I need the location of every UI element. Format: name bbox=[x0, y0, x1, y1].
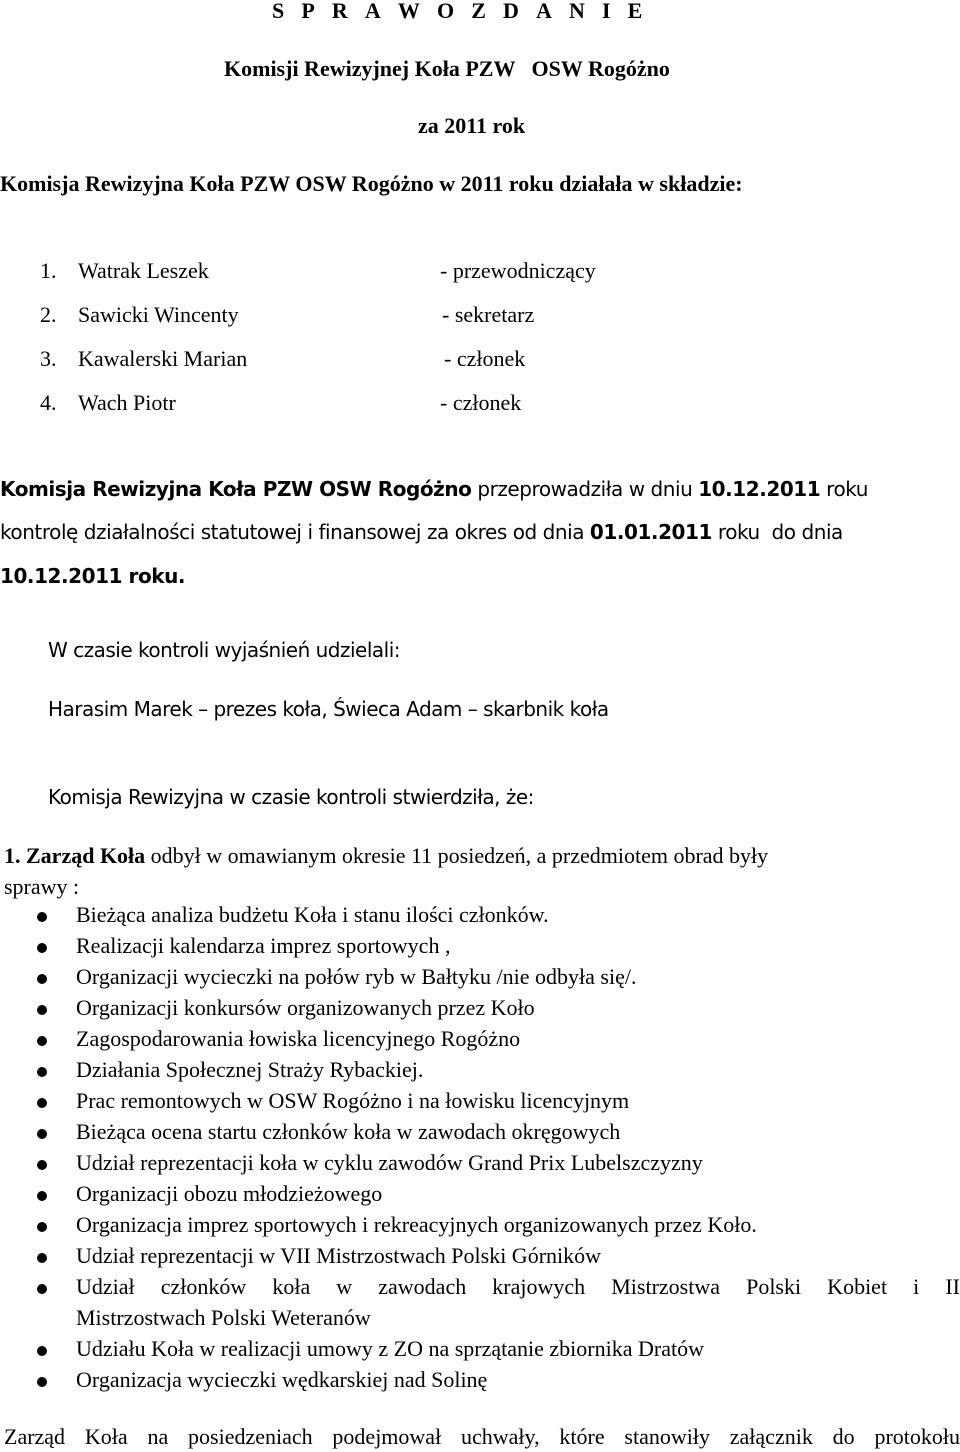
title-letter: E bbox=[627, 0, 643, 23]
member-role: - sekretarz bbox=[442, 302, 535, 327]
title-letter: S bbox=[272, 0, 285, 23]
bullet-icon bbox=[37, 1098, 47, 1108]
member-role: - członek bbox=[444, 346, 526, 371]
title-letter: W bbox=[397, 0, 420, 23]
point-number: 1. bbox=[4, 843, 21, 868]
board-name: Zarząd Koła bbox=[26, 843, 146, 868]
list-item-text: Organizacji konkursów organizowanych przez Koło bbox=[76, 995, 535, 1020]
control-text: roku do dnia bbox=[711, 520, 843, 544]
title-letter: I bbox=[602, 0, 611, 23]
list-item-text: Udziału Koła w realizacji umowy z ZO na sprzątanie zbiornika Dratów bbox=[76, 1336, 704, 1361]
list-item-text: Bieżąca analiza budżetu Koła i stanu ilości członków. bbox=[76, 902, 549, 927]
list-item-text: Realizacji kalendarza imprez sportowych , bbox=[76, 933, 451, 958]
bullet-icon bbox=[37, 912, 47, 922]
document-title bbox=[272, 0, 659, 22]
explanations-label: W czasie kontroli wyjaśnień udzielali: bbox=[48, 638, 401, 662]
point-text: odbył w omawianym okresie 11 posiedzeń, a przedmiotem obrad były bbox=[145, 843, 769, 868]
title-letter: D bbox=[503, 0, 519, 23]
title-year: za 2011 rok bbox=[418, 113, 526, 138]
title-subtitle: Komisji Rewizyjnej Koła PZW OSW Rogóżno bbox=[224, 56, 670, 81]
control-date: 01.01.2011 bbox=[589, 520, 712, 544]
bullet-icon bbox=[37, 1160, 47, 1170]
list-item-text: Organizacji wycieczki na połów ryb w Bałtyku /nie odbyła się/. bbox=[76, 964, 637, 989]
bullet-icon bbox=[37, 1005, 47, 1015]
title-letter: N bbox=[569, 0, 585, 23]
title-letter: A bbox=[536, 0, 552, 23]
list-item-text: Prac remontowych w OSW Rogóżno i na łowisku licencyjnym bbox=[76, 1088, 630, 1113]
point-1-continuation: sprawy : bbox=[4, 874, 80, 899]
control-paragraph-line3 bbox=[0, 566, 185, 586]
list-item-text: Zagospodarowania łowiska licencyjnego Rogóżno bbox=[76, 1026, 521, 1051]
bullet-icon bbox=[37, 1377, 47, 1387]
bullet-icon bbox=[37, 1253, 47, 1263]
bullet-icon bbox=[37, 1284, 47, 1294]
member-name: Sawicki Wincenty bbox=[78, 302, 239, 327]
bullet-icon bbox=[37, 943, 47, 953]
list-item-text: Organizacja imprez sportowych i rekreacyjnych organizowanych przez Koło. bbox=[76, 1212, 757, 1237]
member-role: - przewodniczący bbox=[440, 258, 596, 283]
member-name: Wach Piotr bbox=[78, 390, 176, 415]
bullet-icon bbox=[37, 974, 47, 984]
bullet-icon bbox=[37, 1129, 47, 1139]
bullet-icon bbox=[37, 1222, 47, 1232]
member-number: 3. bbox=[40, 346, 57, 371]
control-text: przeprowadziła w dniu bbox=[471, 477, 699, 501]
point-1 bbox=[4, 845, 768, 867]
list-item-text: Udział reprezentacji koła w cyklu zawodów Grand Prix Lubelszczyzny bbox=[76, 1150, 703, 1175]
title-letter: A bbox=[364, 0, 381, 23]
control-date: 10.12.2011 bbox=[698, 477, 821, 501]
member-number: 1. bbox=[40, 258, 57, 283]
control-text: kontrolę działalności statutowej i finansowej za okres od dnia bbox=[0, 520, 590, 544]
closing-line: Zarząd Koła na posiedzeniach podejmował uchwały, które stanowiły załącznik do protokołu bbox=[4, 1424, 960, 1449]
bullet-icon bbox=[37, 1346, 47, 1356]
bullet-icon bbox=[37, 1067, 47, 1077]
title-letter: O bbox=[437, 0, 455, 23]
control-date: 10.12.2011 bbox=[0, 564, 123, 588]
commission-name: Komisja Rewizyjna Koła PZW OSW Rogóżno bbox=[0, 477, 472, 501]
control-paragraph-line2 bbox=[0, 522, 843, 542]
list-item-text: Działania Społecznej Straży Rybackiej. bbox=[76, 1057, 424, 1082]
member-number: 4. bbox=[40, 390, 57, 415]
list-item-text: Bieżąca ocena startu członków koła w zawodach okręgowych bbox=[76, 1119, 621, 1144]
member-number: 2. bbox=[40, 302, 57, 327]
bullet-icon bbox=[37, 1191, 47, 1201]
findings-label: Komisja Rewizyjna w czasie kontroli stwierdziła, że: bbox=[48, 785, 534, 809]
title-letter: Z bbox=[471, 0, 486, 23]
control-text: roku. bbox=[122, 564, 186, 588]
member-name: Watrak Leszek bbox=[78, 258, 209, 283]
list-item-text: Udział członków koła w zawodach krajowych Mistrzostwa Polski Kobiet i II bbox=[76, 1274, 960, 1299]
title-letter: R bbox=[331, 0, 348, 23]
list-item-text: Udział reprezentacji w VII Mistrzostwach Polski Górników bbox=[76, 1243, 602, 1268]
list-item-continuation: Mistrzostwach Polski Weteranów bbox=[76, 1305, 371, 1330]
list-item-text: Organizacja wycieczki wędkarskiej nad Solinę bbox=[76, 1367, 488, 1392]
bullet-icon bbox=[37, 1036, 47, 1046]
composition-intro: Komisja Rewizyjna Koła PZW OSW Rogóżno w 2011 roku działała w składzie: bbox=[0, 171, 743, 196]
member-name: Kawalerski Marian bbox=[78, 346, 248, 371]
member-role: - członek bbox=[440, 390, 522, 415]
control-text: roku bbox=[820, 477, 869, 501]
explainers: Harasim Marek – prezes koła, Świeca Adam – skarbnik koła bbox=[48, 697, 609, 721]
control-paragraph-line1 bbox=[0, 479, 868, 499]
list-item-text: Organizacji obozu młodzieżowego bbox=[76, 1181, 383, 1206]
title-letter: P bbox=[301, 0, 315, 23]
